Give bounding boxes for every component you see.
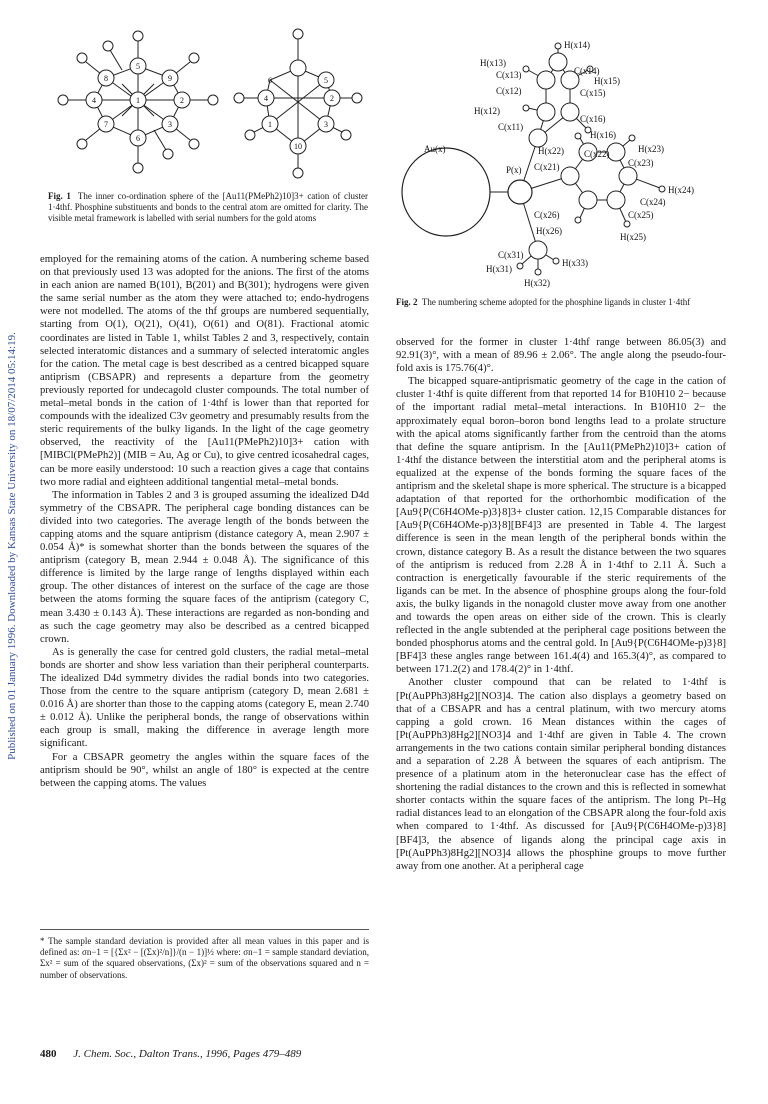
fig1-left-label: 6 [136,134,140,143]
fig2-label-h22: H(x22) [538,146,564,156]
fig1-right-label: 2 [330,94,334,103]
fig2-label-c15: C(x15) [580,88,606,98]
figure-2-caption-label: Fig. 2 [396,297,418,307]
fig1-right-label: 1 [268,120,272,129]
fig2-label-h32: H(x32) [524,278,550,288]
fig2-label-h13: H(x13) [480,58,506,68]
fig1-left-label: 4 [92,96,96,105]
body-paragraph: The bicapped square-antiprismatic geometry of the cage in the cation of cluster 1·4thf is quite different from that reported 14 for B10H10 2− because of the important radial metal–metal interactions. In B10H10 2− the approximately equal boron–boron bond lengths lead to a prolate structure with the apical atoms significantly farther from the centroid than the atoms that define the square antiprism. In the [Au11(PMePh2)10]3+ cation of 1·4thf the distance between the interstitial atom and the peripheral atoms is equalized at the expense of the bonds forming the square faces of the antiprism and the skeletal shape is more spherical. The structure is a bicapped adaptation of that reported for the orthorhombic modification of the [Au9{P(C6H4OMe-p)3}8]3+ cluster cation. 12,15 Comparable distances for [Au9{P(C6H4OMe-p)3}8][BF4]3 are presented in Table 4. The largest difference is seen in the mean length of the peripheral bonds within the crown, distance category B. As a result the distance between the two squares of the antiprism is reduced from 2.28 Å in 1·4thf to 2.11 Å. Such a contraction is energetically favourable if the steric requirements of the ligands can be met. In the absence of phosphine groups along the four-fold axis, the bulky ligands in the nonagold cluster move away from one another and towards the open areas on either side of the crown. This is clearly reflected in the angle subtended at the peripheral cage positions between the bonded phosphorus atoms and the central gold. In [Au9{P(C6H4OMe-p)3}8][BF4]3 these angles range between 161.4(4) and 165.3(4)°, as compared to between 171.2(2) and 178.4(2)° in 1·4thf. [396,376,726,676]
fig2-label-h33: H(x33) [562,258,588,268]
fig2-label-c13: C(x13) [496,70,522,80]
fig1-right-label: 6 [268,76,272,85]
fig2-label-c14: C(x14) [574,66,600,76]
figure-2-diagram [388,30,728,292]
fig1-left-label: 9 [168,74,172,83]
body-paragraph: Another cluster compound that can be related to 1·4thf is [Pt(AuPPh3)8Hg2][NO3]4. The cation also displays a geometry based on that of a CBSAPR and has a central platinum, with two mercury atoms capping a gold crown. 16 Mean distances within the cages of [Pt(AuPPh3)8Hg2][NO3]4 and 1·4thf are given in Table 4. The crown arrangements in the two cations contain similar peripheral bonding distances and a separation of 2.28 Å between the squares of each antiprism. The presence of a platinum atom in the heteronuclear case has the effect of shortening the radial distances to the crown and this is reflected in somewhat shorter contacts within the square faces of the antiprism. The long Pt–Hg radial distances lead to an elongation of the CBSAPR along the four-fold axis when compared to 1·4thf. As discussed for [Au9{P(C6H4OMe-p)3}8][BF4]3, the absence of ligands along the principal cage axis in [Pt(AuPPh3)8Hg2][NO3]4 allows the phosphine groups to move further away from one another. At a peripheral cage [396,677,726,872]
footnote: * The sample standard deviation is provided after all mean values in this paper and is defined as: σn−1 = [{Σx² − [(Σx)²/n]}/(n − 1)]½ where: σn−1 = sample standard deviation, Σx² = sum of the squared observations, (Σx)² = sum of the observations squared and n = number of observations. [40,936,369,980]
fig1-left-label: 2 [180,96,184,105]
figure-1-diagram [48,28,368,188]
body-paragraph: As is generally the case for centred gold clusters, the radial metal–metal bonds are shorter and show less variation than their peripheral counterparts. The idealized D4d symmetry divides the radial bonds into two categories. Those from the centre to the square antiprism (category D, mean 2.681 ± 0.016 Å) are shorter than those to the capping atoms (category E, mean 2.740 ± 0.012 Å). Unlike the peripheral bonds, the range of observations within each group is small, making the difference in average length more significant. [40,646,369,750]
figure-1-caption-text: The inner co-ordination sphere of the [Au11(PMePh2)10]3+ cation of cluster 1·4thf. Phosphine substituents and bonds to the central atom are omitted for clarity. The visible metal framework is labelled with serial numbers for the gold atoms [48,191,368,224]
fig1-right-label: 3 [324,120,328,129]
page-footer [40,1048,301,1060]
fig1-left-label: 8 [104,74,108,83]
figure-2-caption [396,297,726,308]
fig2-label-c16: C(x16) [580,114,606,124]
journal-citation: J. Chem. Soc., Dalton Trans., 1996, Pages 479–489 [73,1048,302,1060]
fig1-left-label: 5 [136,62,140,71]
fig2-label-h12: H(x12) [474,106,500,116]
fig2-label-c25: C(x25) [628,210,654,220]
fig2-label-h31: H(x31) [486,264,512,274]
fig1-left-label: 1 [136,96,140,105]
fig2-label-h16: H(x16) [590,130,616,140]
fig2-label-h15: H(x15) [594,76,620,86]
body-paragraph: observed for the former in cluster 1·4thf range between 86.05(3) and 92.91(3)°, with a mean of 89.96 ± 2.06°. The angle along the pseudo-four-fold axis is 175.76(4)°. [396,337,726,375]
body-paragraph: The information in Tables 2 and 3 is grouped assuming the idealized D4d symmetry of the CBSAPR. The peripheral cage bonding distances can be divided into two categories. The average length of the bonds between the capping atoms and the square antiprism (distance category A, mean 2.907 ± 0.054 Å)* is somewhat shorter than the bonds between the squares of the antiprism (category B, mean 2.944 ± 0.048 Å). The significance of this difference is limited by the large range of lengths displayed within each group. The other distances of interest on the surface of the cage are those between the atoms forming the square faces of the antiprism (category C, mean 3.430 ± 0.143 Å). These interactions are regarded as non-bonding and as such the cage geometry may also be described as a centred bicapped crown. [40,489,369,645]
footnote-rule [40,929,369,930]
fig2-label-c24: C(x24) [640,197,666,207]
right-text-column [396,336,726,873]
fig2-label-c26: C(x26) [534,210,560,220]
sidebar-notice: Published on 01 January 1996. Downloaded by Kansas State University on 18/07/2014 05:14:19. [6,332,18,760]
fig2-label-h23: H(x23) [638,144,664,154]
page-number: 480 [40,1048,57,1060]
figure-1-caption [48,191,368,225]
publication-sidebar [0,0,22,1104]
fig2-label-h25: H(x25) [620,232,646,242]
fig2-label-p: P(x) [506,165,522,175]
left-text-column [40,253,369,790]
fig1-right-label: 4 [264,94,268,103]
fig2-label-c21: C(x21) [534,162,560,172]
fig2-label-c11: C(x11) [498,122,524,132]
fig2-label-c31: C(x31) [498,250,524,260]
fig1-left-label: 3 [168,120,172,129]
fig2-label-h26: H(x26) [536,226,562,236]
fig2-label-au: Au(x) [424,144,446,154]
figure-1-caption-label: Fig. 1 [48,191,71,201]
fig2-label-h24: H(x24) [668,185,694,195]
fig2-label-h14: H(x14) [564,40,590,50]
body-paragraph: employed for the remaining atoms of the cation. A numbering scheme based on that previously used 13 was adopted for the anions. The first of the atoms in each anion are named B(101), B(201) and B(301); hydrogens were given the same serial number as the atom they were attached to; endo-hydrogens were not modelled. The atoms of the thf groups are numbered sequentially, starting from O(1), O(21), O(41), O(61) and O(81). Fractional atomic coordinates are listed in Table 1, whilst Tables 2 and 3, respectively, contain selected interatomic distances and a summary of selected interatomic angles for the cation. The metal cage is best described as a centred bicapped square antiprism (CBSAPR) and represents a departure from the geometry previously reported for undecagold cluster compounds. The total number of metal–metal bonds in the cation of 1·4thf is lower than that reported for compounds with the idealized C3v geometry and presumably results from the steric requirements of the bulky ligands. In the light of the cage geometry observed, the reactivity of the [Au11(PMePh2)10]3+ cation with [MIBCl(PMePh2)] (MIB = Au, Ag or Cu), to give centred icosahedral cages, can be more easily understood: 10 such a reaction gives a cage that contains two more radial and eighteen additional tangential metal–metal bonds. [40,254,369,488]
fig2-label-c12: C(x12) [496,86,522,96]
figure-2-caption-text: The numbering scheme adopted for the phosphine ligands in cluster 1·4thf [421,297,691,307]
fig1-right-label: 10 [294,142,302,151]
fig2-label-c22: C(x22) [584,149,610,159]
body-paragraph: For a CBSAPR geometry the angles within the square faces of the antiprism should be 90°, whilst an angle of 180° is expected at the centre between the capping atoms. The values [40,751,369,789]
fig1-right-label: 5 [324,76,328,85]
fig1-left-label: 7 [104,120,108,129]
fig2-label-c23: C(x23) [628,158,654,168]
